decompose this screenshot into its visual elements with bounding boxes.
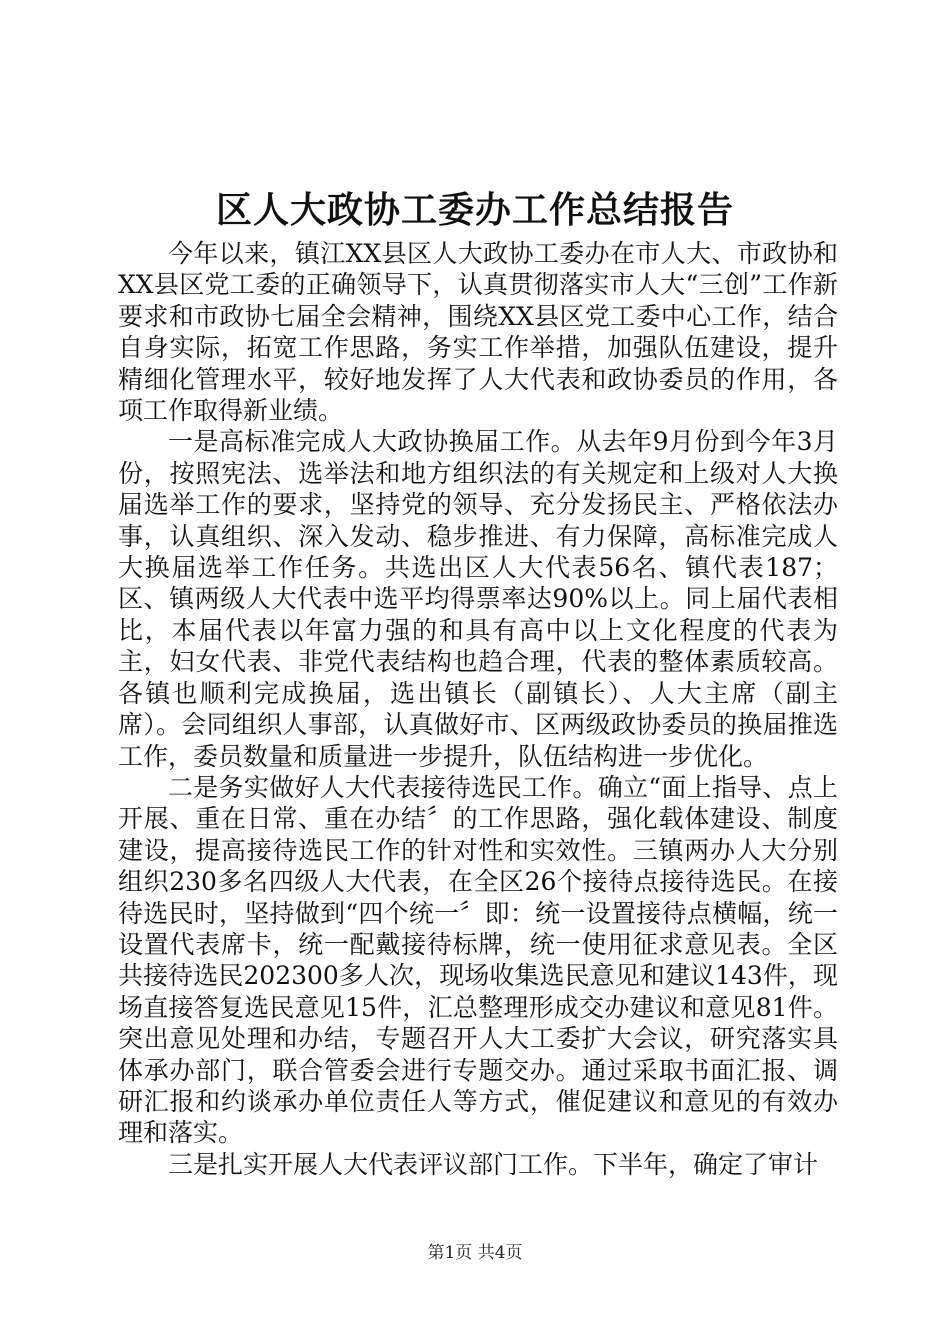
paragraph-voter-reception: 二是务实做好人大代表接待选民工作。确立“面上指导、点上开展、重在日常、重在办结〞的工作思路，强化载体建设、制度建设，提高接待选民工作的针对性和实效性。三镇两办人大分别组织230多名四级人大代表，在全区26个接待点接待选民。在接待选民时，坚持做到“四个统一〞即：统一设置接待点横幅，统一设置代表席卡，统一配戴接待标牌，统一使用征求意见表。全区共接待选民202300多人次，现场收集选民意见和建议143件，现场直接答复选民意见15件，汇总整理形成交办建议和意见81件。突出意见处理和办结，专题召开人大工委扩大会议，研究落实具体承办部门，联合管委会进行专题交办。通过采取书面汇报、调研汇报和约谈承办单位责任人等方式，催促建议和意见的有效办理和落实。 xyxy=(118,772,838,1148)
document-body xyxy=(118,238,838,1180)
paragraph-intro: 今年以来，镇江XX县区人大政协工委办在市人大、市政协和XX县区党工委的正确领导下，认真贯彻落实市人大“三创”工作新要求和市政协七届全会精神，围绕XX县区党工委中心工作，结合自身实际，拓宽工作思路，务实工作举措，加强队伍建设，提升精细化管理水平，较好地发挥了人大代表和政协委员的作用，各项工作取得新业绩。 xyxy=(118,239,838,426)
document-title: 区人大政协工委办工作总结报告 xyxy=(215,189,734,231)
page-footer: 第1页 共4页 xyxy=(427,1243,523,1263)
paragraph-department-review: 三是扎实开展人大代表评议部门工作。下半年，确定了审计 xyxy=(168,1149,819,1179)
paragraph-election: 一是高标准完成人大政协换届工作。从去年9月份到今年3月份，按照宪法、选举法和地方组织法的有关规定和上级对人大换届选举工作的要求，坚持党的领导、充分发扬民主、严格依法办事，认真组织、深入发动、稳步推进、有力保障，高标准完成人大换届选举工作任务。共选出区人大代表56名、镇代表187；区、镇两级人大代表中选平均得票率达90%以上。同上届代表相比，本届代表以年富力强的和具有高中以上文化程度的代表为主，妇女代表、非党代表结构也趋合理，代表的整体素质较高。各镇也顺利完成换届，选出镇长（副镇长）、人大主席（副主席）。会同组织人事部，认真做好市、区两级政协委员的换届推选工作，委员数量和质量进一步提升，队伍结构进一步优化。 xyxy=(118,427,838,771)
